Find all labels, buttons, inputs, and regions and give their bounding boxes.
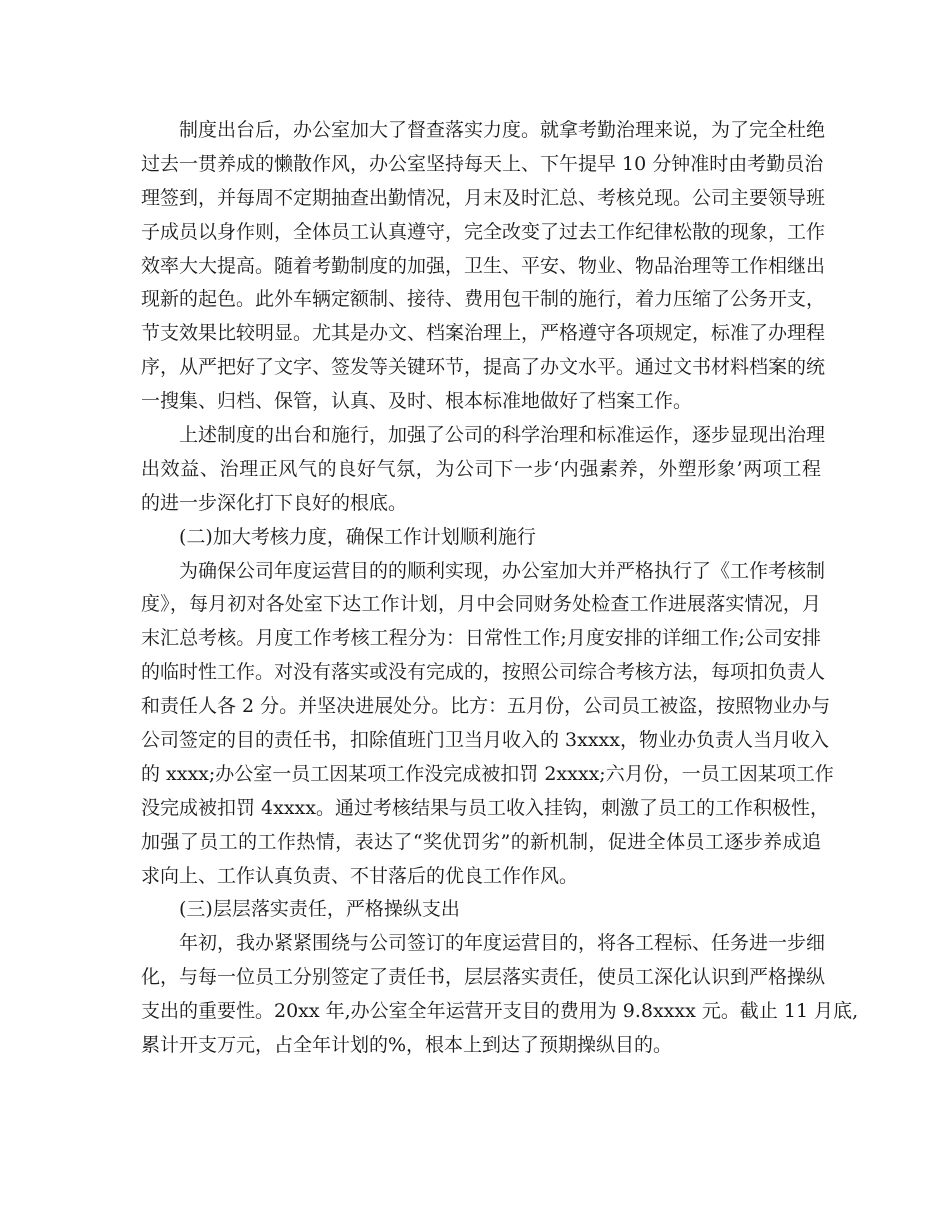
- text-line: 上述制度的出台和施行，加强了公司的科学治理和标准运作，逐步显现出治理: [179, 424, 826, 447]
- text-line: 理签到，并每周不定期抽查出勤情况，月末及时汇总、考核兑现。公司主要领导班: [141, 186, 826, 209]
- text-line: 出效益、治理正风气的良好气氛，为公司下一步‘内强素养，外塑形象’两项工程: [141, 457, 821, 480]
- text-line: 累计开支万元，占全年计划的%，根本上到达了预期操纵目的。: [141, 1034, 673, 1057]
- text-line: 制度出台后，办公室加大了督查落实力度。就拿考勤治理来说，为了完全杜绝: [179, 119, 826, 141]
- text-line: 现新的起色。此外车辆定额制、接待、费用包干制的施行，着力压缩了公务开支，: [141, 288, 826, 311]
- text-line: 过去一贯养成的懒散作风，办公室坚持每天上、下午提早 10 分钟准时由考勤员治: [141, 152, 824, 175]
- text-line: 节支效果比较明显。尤其是办文、档案治理上，严格遵守各项规定，标准了办理程: [141, 322, 826, 345]
- document-body: [141, 114, 859, 1063]
- text-line: 一搜集、归档、保管，认真、及时、根本标准地做好了档案工作。: [141, 390, 693, 413]
- text-line: 年初，我办紧紧围绕与公司签订的年度运营目的，将各工程标、任务进一步细: [179, 932, 826, 955]
- text-line: 子成员以身作则，全体员工认真遵守，完全改变了过去工作纪律松散的现象，工作: [141, 220, 826, 243]
- section-heading: (二)加大考核力度，确保工作计划顺利施行: [179, 525, 536, 548]
- text-line: 的临时性工作。对没有落实或没有完成的，按照公司综合考核方法，每项扣负责人: [141, 661, 826, 684]
- text-line: 的进一步深化打下良好的根底。: [141, 491, 408, 514]
- text-line: 为确保公司年度运营目的的顺利实现，办公室加大并严格执行了《工作考核制: [179, 559, 826, 582]
- text-line: 和责任人各 2 分。并坚决进展处分。比方：五月份，公司员工被盗，按照物业办与: [141, 695, 831, 718]
- text-line: 加强了员工的工作热情，表达了“奖优罚劣”的新机制，促进全体员工逐步养成追: [141, 830, 821, 853]
- text-line: 效率大大提高。随着考勤制度的加强，卫生、平安、物业、物品治理等工作相继出: [141, 254, 826, 277]
- text-line: 末汇总考核。月度工作考核工程分为：日常性工作;月度安排的详细工作;公司安排: [141, 627, 821, 650]
- text-line: 求向上、工作认真负责、不甘落后的优良工作作风。: [141, 864, 579, 887]
- text-line: 化，与每一位员工分别签定了责任书，层层落实责任，使员工深化认识到严格操纵: [141, 966, 826, 989]
- text-line: 支出的重要性。20xx 年,办公室全年运营开支目的费用为 9.8xxxx 元。截止 11 月底,: [141, 1000, 859, 1023]
- text-line: 的 xxxx;办公室一员工因某项工作没完成被扣罚 2xxxx;六月份，一员工因某项工作: [141, 762, 834, 785]
- section-heading: (三)层层落实责任，严格操纵支出: [179, 898, 460, 921]
- text-line: 没完成被扣罚 4xxxx。通过考核结果与员工收入挂钩，刺激了员工的工作积极性，: [141, 796, 829, 819]
- text-line: 公司签定的目的责任书，扣除值班门卫当月收入的 3xxxx，物业办负责人当月收入: [141, 729, 829, 752]
- text-line: 度》，每月初对各处室下达工作计划，月中会同财务处检查工作进展落实情况，月: [141, 593, 821, 616]
- text-line: 序，从严把好了文字、签发等关键环节，提高了办文水平。通过文书材料档案的统: [141, 356, 826, 379]
